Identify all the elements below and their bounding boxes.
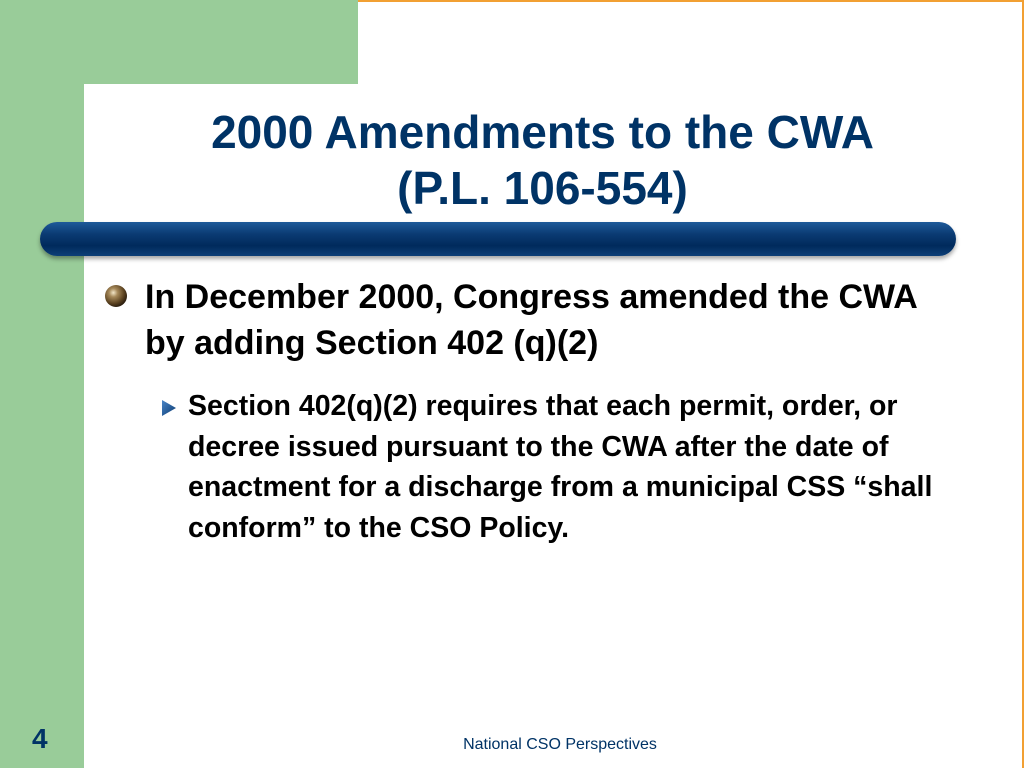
slide-title-line2: (P.L. 106-554) — [397, 162, 688, 214]
top-green-band — [0, 0, 358, 84]
bullet-level2-text: Section 402(q)(2) requires that each permit, order, or decree issued pursuant to the CWA after the date of enactment for a discharge from a municipal CSS “shall conform” to the CSO Policy. — [188, 390, 933, 544]
triangle-arrow-icon — [160, 398, 178, 418]
top-accent-edge — [358, 0, 1024, 2]
title-divider-bar — [40, 222, 956, 256]
bullet-level1-text: In December 2000, Congress amended the CWA by adding Section 402 (q)(2) — [145, 278, 917, 362]
footer-text: National CSO Perspectives — [463, 736, 657, 753]
left-green-band — [0, 0, 84, 768]
sphere-bullet-icon — [104, 284, 128, 308]
slide-title — [90, 104, 995, 216]
slide-number: 4 — [32, 723, 48, 754]
bullet-level1 — [104, 274, 964, 366]
bullet-level2 — [160, 386, 980, 548]
slide-title-line1: 2000 Amendments to the CWA — [211, 106, 874, 158]
